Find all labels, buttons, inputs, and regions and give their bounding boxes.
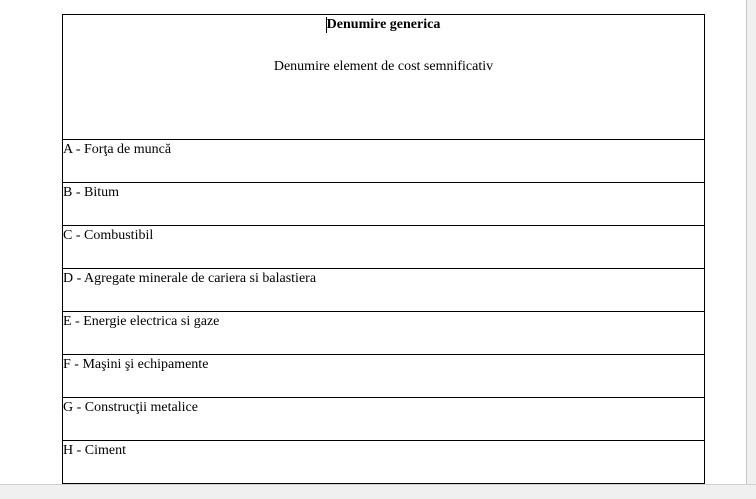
- table-cell[interactable]: [63, 355, 705, 398]
- table-row: [63, 226, 705, 269]
- row-label-d: D - Agregate minerale de cariera si balastiera: [63, 271, 317, 286]
- header-title-text: Denumire generica: [326, 17, 441, 32]
- row-label-e: E - Energie electrica si gaze: [63, 314, 220, 329]
- table-header-row: [63, 15, 705, 140]
- table-row: [63, 183, 705, 226]
- table-row: [63, 269, 705, 312]
- window-bottom-strip: [0, 484, 756, 499]
- table-cell[interactable]: [63, 140, 705, 183]
- row-label-a: A - Forţa de muncă: [63, 142, 172, 157]
- table-cell[interactable]: [63, 441, 705, 484]
- row-label-f: F - Maşini şi echipamente: [63, 357, 209, 372]
- row-label-g: G - Construcţii metalice: [63, 400, 198, 415]
- row-label-c: C - Combustibil: [63, 228, 154, 243]
- table-row: [63, 398, 705, 441]
- table-row: [63, 312, 705, 355]
- table-cell[interactable]: [63, 226, 705, 269]
- table-cell[interactable]: [63, 398, 705, 441]
- text-cursor: [326, 17, 327, 33]
- page-right-edge: [746, 0, 756, 484]
- row-label-b: B - Bitum: [63, 185, 120, 200]
- table-row: [63, 441, 705, 484]
- table-row: [63, 140, 705, 183]
- table-cell[interactable]: [63, 183, 705, 226]
- row-label-h: H - Ciment: [63, 443, 126, 458]
- table-header-cell[interactable]: [63, 15, 705, 140]
- cost-elements-table: [62, 14, 705, 484]
- header-subtitle: Denumire element de cost semnificativ: [273, 59, 494, 74]
- table-cell[interactable]: [63, 312, 705, 355]
- header-title: [327, 17, 441, 33]
- table-cell[interactable]: [63, 269, 705, 312]
- table-row: [63, 355, 705, 398]
